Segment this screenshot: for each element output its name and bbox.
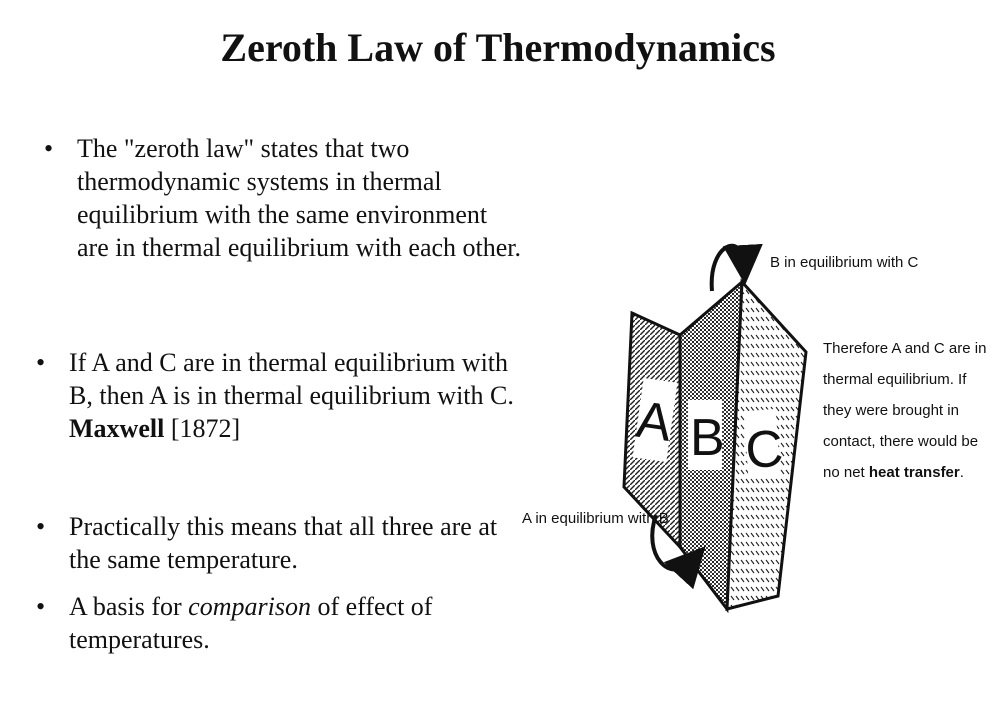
label-a: A [632, 390, 676, 454]
bullet-marker: • [36, 512, 46, 541]
bullet-text-emphasis: comparison [188, 592, 311, 621]
caption-heat-transfer: heat transfer [868, 464, 960, 481]
bullet-same-temperature [36, 510, 514, 576]
caption-conclusion-line-3: they were brought in [823, 402, 959, 419]
bullet-text: Practically this means that all three are at the same temperature. [69, 512, 498, 574]
bullet-maxwell [36, 346, 514, 445]
bullet-zeroth-law [44, 132, 522, 264]
label-c: C [743, 419, 786, 481]
thermal-equilibrium-diagram [520, 225, 987, 645]
caption-conclusion-line-1: Therefore A and C are in [823, 340, 987, 357]
bullet-comparison [36, 590, 514, 656]
bullet-text: If A and C are in thermal equilibrium with B, then A is in thermal equilibrium with C. [69, 348, 514, 410]
maxwell-year: [1872] [164, 414, 241, 443]
bullet-marker: • [36, 592, 46, 621]
label-b: B [690, 409, 725, 467]
caption-conclusion-line-4: contact, there would be [823, 433, 979, 450]
maxwell-name: Maxwell [69, 414, 165, 443]
bullet-text-pre: A basis for [69, 592, 189, 621]
bullet-text-post: of effect of temperatures. [69, 592, 433, 654]
caption-b-c: B in equilibrium with C [770, 254, 919, 271]
caption-conclusion-line-5 [823, 464, 964, 481]
caption-conclusion-post: . [959, 464, 964, 481]
slide-title: Zeroth Law of Thermodynamics [220, 25, 776, 70]
caption-conclusion-pre: no net [823, 464, 869, 481]
caption-conclusion-line-2: thermal equilibrium. If [823, 371, 967, 388]
bullet-marker: • [44, 134, 54, 163]
bullet-marker: • [36, 348, 46, 377]
bullet-text: The "zeroth law" states that two thermodynamic systems in thermal equilibrium with the same environment are in thermal equilibrium with each other. [77, 134, 522, 262]
caption-a-b: A in equilibrium with B [522, 510, 669, 527]
